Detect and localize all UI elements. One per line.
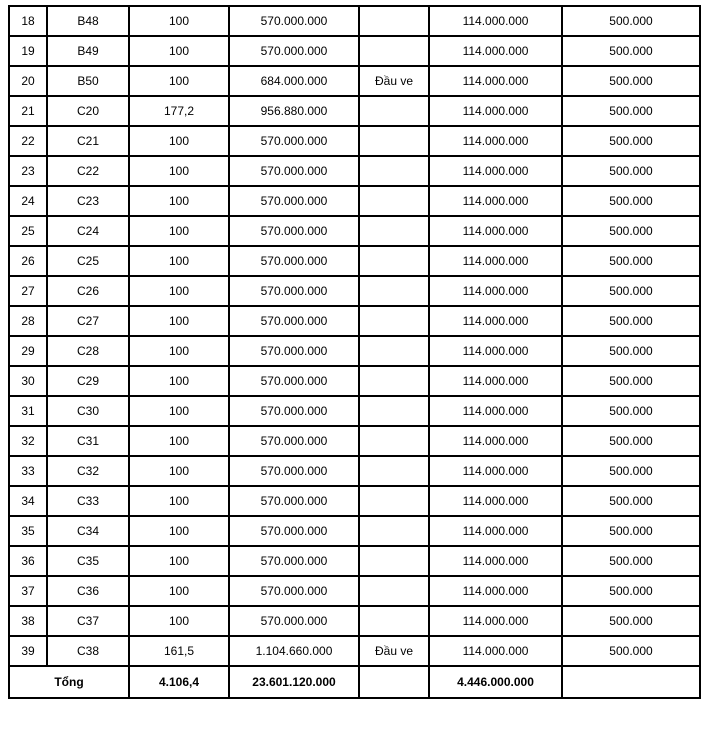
note-cell bbox=[359, 96, 429, 126]
lot-code-cell: C25 bbox=[47, 246, 129, 276]
total-deposit: 4.446.000.000 bbox=[429, 666, 562, 698]
lot-code-cell: C21 bbox=[47, 126, 129, 156]
table-row bbox=[9, 396, 700, 426]
price-cell: 570.000.000 bbox=[229, 36, 359, 66]
lot-price-table bbox=[8, 5, 701, 699]
area-cell: 100 bbox=[129, 606, 229, 636]
fee-cell: 500.000 bbox=[562, 66, 700, 96]
fee-cell: 500.000 bbox=[562, 96, 700, 126]
deposit-cell: 114.000.000 bbox=[429, 486, 562, 516]
area-cell: 100 bbox=[129, 366, 229, 396]
note-cell bbox=[359, 576, 429, 606]
deposit-cell: 114.000.000 bbox=[429, 186, 562, 216]
row-number-cell: 20 bbox=[9, 66, 47, 96]
note-cell: Đầu ve bbox=[359, 66, 429, 96]
area-cell: 100 bbox=[129, 336, 229, 366]
area-cell: 100 bbox=[129, 426, 229, 456]
row-number-cell: 19 bbox=[9, 36, 47, 66]
note-cell bbox=[359, 606, 429, 636]
lot-code-cell: C24 bbox=[47, 216, 129, 246]
table-row bbox=[9, 366, 700, 396]
table-row bbox=[9, 606, 700, 636]
price-cell: 570.000.000 bbox=[229, 516, 359, 546]
row-number-cell: 26 bbox=[9, 246, 47, 276]
fee-cell: 500.000 bbox=[562, 306, 700, 336]
price-cell: 570.000.000 bbox=[229, 156, 359, 186]
fee-cell: 500.000 bbox=[562, 6, 700, 36]
fee-cell: 500.000 bbox=[562, 276, 700, 306]
lot-code-cell: C30 bbox=[47, 396, 129, 426]
fee-cell: 500.000 bbox=[562, 516, 700, 546]
price-cell: 570.000.000 bbox=[229, 426, 359, 456]
lot-code-cell: C23 bbox=[47, 186, 129, 216]
fee-cell: 500.000 bbox=[562, 366, 700, 396]
lot-code-cell: C32 bbox=[47, 456, 129, 486]
price-cell: 1.104.660.000 bbox=[229, 636, 359, 666]
note-cell bbox=[359, 126, 429, 156]
lot-code-cell: C38 bbox=[47, 636, 129, 666]
area-cell: 100 bbox=[129, 576, 229, 606]
lot-code-cell: C34 bbox=[47, 516, 129, 546]
note-cell bbox=[359, 456, 429, 486]
lot-code-cell: C29 bbox=[47, 366, 129, 396]
row-number-cell: 35 bbox=[9, 516, 47, 546]
note-cell bbox=[359, 6, 429, 36]
row-number-cell: 22 bbox=[9, 126, 47, 156]
deposit-cell: 114.000.000 bbox=[429, 6, 562, 36]
table-row bbox=[9, 336, 700, 366]
note-cell bbox=[359, 546, 429, 576]
lot-code-cell: C31 bbox=[47, 426, 129, 456]
deposit-cell: 114.000.000 bbox=[429, 36, 562, 66]
area-cell: 100 bbox=[129, 246, 229, 276]
table-row bbox=[9, 216, 700, 246]
total-price: 23.601.120.000 bbox=[229, 666, 359, 698]
deposit-cell: 114.000.000 bbox=[429, 606, 562, 636]
fee-cell: 500.000 bbox=[562, 426, 700, 456]
table-row bbox=[9, 546, 700, 576]
fee-cell: 500.000 bbox=[562, 486, 700, 516]
lot-code-cell: C36 bbox=[47, 576, 129, 606]
lot-code-cell: C20 bbox=[47, 96, 129, 126]
area-cell: 100 bbox=[129, 456, 229, 486]
price-cell: 570.000.000 bbox=[229, 366, 359, 396]
area-cell: 100 bbox=[129, 546, 229, 576]
fee-cell: 500.000 bbox=[562, 606, 700, 636]
note-cell bbox=[359, 246, 429, 276]
row-number-cell: 33 bbox=[9, 456, 47, 486]
total-row bbox=[9, 666, 700, 698]
row-number-cell: 21 bbox=[9, 96, 47, 126]
total-label: Tổng bbox=[9, 666, 129, 698]
deposit-cell: 114.000.000 bbox=[429, 546, 562, 576]
fee-cell: 500.000 bbox=[562, 186, 700, 216]
row-number-cell: 28 bbox=[9, 306, 47, 336]
lot-code-cell: B50 bbox=[47, 66, 129, 96]
deposit-cell: 114.000.000 bbox=[429, 456, 562, 486]
deposit-cell: 114.000.000 bbox=[429, 66, 562, 96]
lot-code-cell: C33 bbox=[47, 486, 129, 516]
fee-cell: 500.000 bbox=[562, 246, 700, 276]
lot-code-cell: C27 bbox=[47, 306, 129, 336]
area-cell: 100 bbox=[129, 156, 229, 186]
row-number-cell: 37 bbox=[9, 576, 47, 606]
table-row bbox=[9, 6, 700, 36]
note-cell bbox=[359, 216, 429, 246]
row-number-cell: 24 bbox=[9, 186, 47, 216]
deposit-cell: 114.000.000 bbox=[429, 216, 562, 246]
table-row bbox=[9, 246, 700, 276]
deposit-cell: 114.000.000 bbox=[429, 516, 562, 546]
price-cell: 684.000.000 bbox=[229, 66, 359, 96]
total-area: 4.106,4 bbox=[129, 666, 229, 698]
table-row bbox=[9, 186, 700, 216]
price-cell: 956.880.000 bbox=[229, 96, 359, 126]
table-row bbox=[9, 456, 700, 486]
fee-cell: 500.000 bbox=[562, 546, 700, 576]
total-note bbox=[359, 666, 429, 698]
row-number-cell: 27 bbox=[9, 276, 47, 306]
row-number-cell: 34 bbox=[9, 486, 47, 516]
area-cell: 100 bbox=[129, 216, 229, 246]
note-cell bbox=[359, 306, 429, 336]
row-number-cell: 32 bbox=[9, 426, 47, 456]
area-cell: 100 bbox=[129, 126, 229, 156]
deposit-cell: 114.000.000 bbox=[429, 96, 562, 126]
note-cell bbox=[359, 486, 429, 516]
table-row bbox=[9, 576, 700, 606]
price-cell: 570.000.000 bbox=[229, 396, 359, 426]
area-cell: 100 bbox=[129, 36, 229, 66]
deposit-cell: 114.000.000 bbox=[429, 156, 562, 186]
price-cell: 570.000.000 bbox=[229, 606, 359, 636]
fee-cell: 500.000 bbox=[562, 456, 700, 486]
note-cell bbox=[359, 156, 429, 186]
fee-cell: 500.000 bbox=[562, 336, 700, 366]
note-cell bbox=[359, 336, 429, 366]
area-cell: 100 bbox=[129, 276, 229, 306]
deposit-cell: 114.000.000 bbox=[429, 126, 562, 156]
fee-cell: 500.000 bbox=[562, 396, 700, 426]
deposit-cell: 114.000.000 bbox=[429, 306, 562, 336]
lot-code-cell: B49 bbox=[47, 36, 129, 66]
row-number-cell: 23 bbox=[9, 156, 47, 186]
fee-cell: 500.000 bbox=[562, 36, 700, 66]
price-cell: 570.000.000 bbox=[229, 486, 359, 516]
deposit-cell: 114.000.000 bbox=[429, 246, 562, 276]
lot-code-cell: C28 bbox=[47, 336, 129, 366]
deposit-cell: 114.000.000 bbox=[429, 276, 562, 306]
table-row bbox=[9, 486, 700, 516]
area-cell: 161,5 bbox=[129, 636, 229, 666]
note-cell bbox=[359, 36, 429, 66]
deposit-cell: 114.000.000 bbox=[429, 636, 562, 666]
price-cell: 570.000.000 bbox=[229, 6, 359, 36]
note-cell bbox=[359, 186, 429, 216]
row-number-cell: 25 bbox=[9, 216, 47, 246]
fee-cell: 500.000 bbox=[562, 156, 700, 186]
table-row bbox=[9, 66, 700, 96]
note-cell bbox=[359, 366, 429, 396]
price-cell: 570.000.000 bbox=[229, 456, 359, 486]
row-number-cell: 18 bbox=[9, 6, 47, 36]
note-cell bbox=[359, 516, 429, 546]
fee-cell: 500.000 bbox=[562, 126, 700, 156]
deposit-cell: 114.000.000 bbox=[429, 396, 562, 426]
table-row bbox=[9, 516, 700, 546]
deposit-cell: 114.000.000 bbox=[429, 426, 562, 456]
lot-code-cell: C26 bbox=[47, 276, 129, 306]
price-cell: 570.000.000 bbox=[229, 576, 359, 606]
fee-cell: 500.000 bbox=[562, 216, 700, 246]
table-row bbox=[9, 36, 700, 66]
row-number-cell: 39 bbox=[9, 636, 47, 666]
area-cell: 100 bbox=[129, 6, 229, 36]
table-body bbox=[9, 6, 700, 698]
total-fee bbox=[562, 666, 700, 698]
table-row bbox=[9, 156, 700, 186]
lot-code-cell: B48 bbox=[47, 6, 129, 36]
row-number-cell: 38 bbox=[9, 606, 47, 636]
lot-code-cell: C37 bbox=[47, 606, 129, 636]
fee-cell: 500.000 bbox=[562, 636, 700, 666]
price-cell: 570.000.000 bbox=[229, 276, 359, 306]
price-cell: 570.000.000 bbox=[229, 306, 359, 336]
note-cell: Đầu ve bbox=[359, 636, 429, 666]
table-row bbox=[9, 306, 700, 336]
area-cell: 100 bbox=[129, 306, 229, 336]
table-row bbox=[9, 636, 700, 666]
note-cell bbox=[359, 276, 429, 306]
deposit-cell: 114.000.000 bbox=[429, 336, 562, 366]
row-number-cell: 29 bbox=[9, 336, 47, 366]
area-cell: 100 bbox=[129, 516, 229, 546]
table-row bbox=[9, 96, 700, 126]
price-cell: 570.000.000 bbox=[229, 336, 359, 366]
table-row bbox=[9, 276, 700, 306]
area-cell: 100 bbox=[129, 486, 229, 516]
row-number-cell: 36 bbox=[9, 546, 47, 576]
note-cell bbox=[359, 426, 429, 456]
area-cell: 100 bbox=[129, 66, 229, 96]
lot-code-cell: C22 bbox=[47, 156, 129, 186]
fee-cell: 500.000 bbox=[562, 576, 700, 606]
price-cell: 570.000.000 bbox=[229, 216, 359, 246]
deposit-cell: 114.000.000 bbox=[429, 366, 562, 396]
lot-code-cell: C35 bbox=[47, 546, 129, 576]
area-cell: 100 bbox=[129, 186, 229, 216]
area-cell: 100 bbox=[129, 396, 229, 426]
note-cell bbox=[359, 396, 429, 426]
row-number-cell: 31 bbox=[9, 396, 47, 426]
price-cell: 570.000.000 bbox=[229, 126, 359, 156]
price-cell: 570.000.000 bbox=[229, 186, 359, 216]
row-number-cell: 30 bbox=[9, 366, 47, 396]
table-row bbox=[9, 126, 700, 156]
price-cell: 570.000.000 bbox=[229, 546, 359, 576]
price-cell: 570.000.000 bbox=[229, 246, 359, 276]
area-cell: 177,2 bbox=[129, 96, 229, 126]
table-row bbox=[9, 426, 700, 456]
deposit-cell: 114.000.000 bbox=[429, 576, 562, 606]
